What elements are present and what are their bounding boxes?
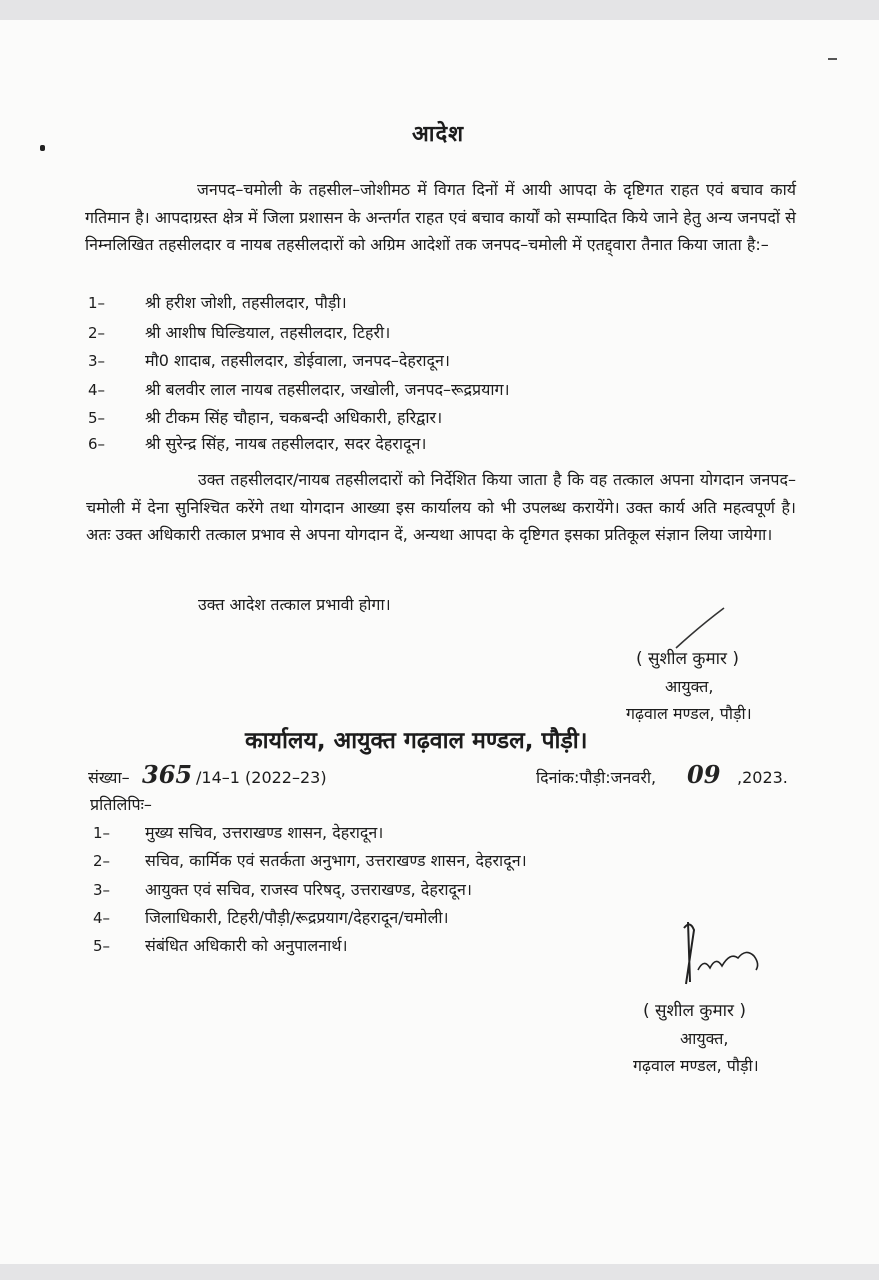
signatory-office: गढ़वाल मण्डल, पौड़ी। [626, 704, 752, 723]
officer-number: 1– [88, 294, 106, 312]
officer-number: 4– [88, 381, 106, 399]
copy-number: 5– [93, 937, 111, 955]
signature-scribble [676, 918, 766, 990]
copy-item: जिलाधिकारी, टिहरी/पौड़ी/रूद्रप्रयाग/देहरादून/चमोली। [145, 908, 449, 927]
officer-number: 6– [88, 435, 106, 453]
handwritten-reference-number: 365 [142, 760, 193, 789]
copy-to-label: प्रतिलिपिः– [90, 795, 152, 814]
effect-line: उक्त आदेश तत्काल प्रभावी होगा। [198, 595, 391, 614]
copy-number: 4– [93, 909, 111, 927]
officer-item: श्री आशीष घिल्डियाल, तहसीलदार, टिहरी। [145, 323, 391, 342]
officer-number: 5– [88, 409, 106, 427]
reference-label: संख्या– [88, 768, 130, 787]
reference-suffix: /14–1 (2022–23) [196, 768, 327, 787]
officer-number: 3– [88, 352, 106, 370]
date-label: दिनांक:पौड़ी:जनवरी, [536, 768, 657, 787]
officer-item: मौ0 शादाब, तहसीलदार, डोईवाला, जनपद–देहरादून। [145, 351, 450, 370]
order-intro-paragraph: जनपद–चमोली के तहसील–जोशीमठ में विगत दिनों में आयी आपदा के दृष्टिगत राहत एवं बचाव कार्य गतिमान है। आपदाग्रस्त क्षेत्र में जिला प्रशासन के अन्तर्गत राहत एवं बचाव कार्यों को सम्पादित किये जाने हेतु अन्य जनपदों से निम्नलिखित तहसीलदार व नायब तहसीलदारों को अग्रिम आदेशों तक जनपद–चमोली में एतद्द्वारा तैनात किया जाता है:– [85, 180, 796, 254]
copy-item: सचिव, कार्मिक एवं सतर्कता अनुभाग, उत्तराखण्ड शासन, देहरादून। [145, 851, 527, 870]
signatory-designation: आयुक्त, [665, 677, 714, 696]
signatory-designation: आयुक्त, [680, 1029, 729, 1048]
date-year: ,2023. [737, 768, 788, 787]
directive-paragraph: उक्त तहसीलदार/नायब तहसीलदारों को निर्देशित किया जाता है कि वह तत्काल अपना योगदान जनपद–चमोली में देना सुनिश्चित करेंगे तथा योगदान आख्या इस कार्यालय को भी उपलब्ध करायेंगे। उक्त कार्य अति महत्वपूर्ण है। अतः उक्त अधिकारी तत्काल प्रभाव से अपना योगदान दें, अन्यथा आपदा के दृष्टिगत इसका प्रतिकूल संज्ञान लिया जायेगा। [86, 470, 796, 544]
copy-item: मुख्य सचिव, उत्तराखण्ड शासन, देहरादून। [145, 823, 384, 842]
signatory-office: गढ़वाल मण्डल, पौड़ी। [633, 1056, 759, 1075]
top-scan-border [0, 0, 879, 20]
officer-item: श्री सुरेन्द्र सिंह, नायब तहसीलदार, सदर देहरादून। [145, 434, 427, 453]
copy-item: आयुक्त एवं सचिव, राजस्व परिषद्, उत्तराखण्ड, देहरादून। [145, 880, 472, 899]
officer-item: श्री हरीश जोशी, तहसीलदार, पौड़ी। [145, 293, 347, 312]
scan-mark [828, 58, 837, 60]
signature-stroke [672, 604, 732, 654]
office-header: कार्यालय, आयुक्त गढ़वाल मण्डल, पौड़ी। [245, 728, 588, 754]
bottom-scan-border [0, 1264, 879, 1280]
order-title: आदेश [412, 122, 465, 147]
copy-number: 3– [93, 881, 111, 899]
copy-number: 1– [93, 824, 111, 842]
signatory-name: ( सुशील कुमार ) [636, 649, 740, 669]
officer-number: 2– [88, 324, 106, 342]
copy-number: 2– [93, 852, 111, 870]
officer-item: श्री बलवीर लाल नायब तहसीलदार, जखोली, जनपद–रूद्रप्रयाग। [145, 380, 510, 399]
officer-item: श्री टीकम सिंह चौहान, चकबन्दी अधिकारी, हरिद्वार। [145, 408, 443, 427]
handwritten-day: 09 [687, 760, 721, 789]
scan-speck [40, 145, 45, 151]
signatory-name: ( सुशील कुमार ) [643, 1001, 747, 1021]
copy-item: संबंधित अधिकारी को अनुपालनार्थ। [145, 936, 348, 955]
